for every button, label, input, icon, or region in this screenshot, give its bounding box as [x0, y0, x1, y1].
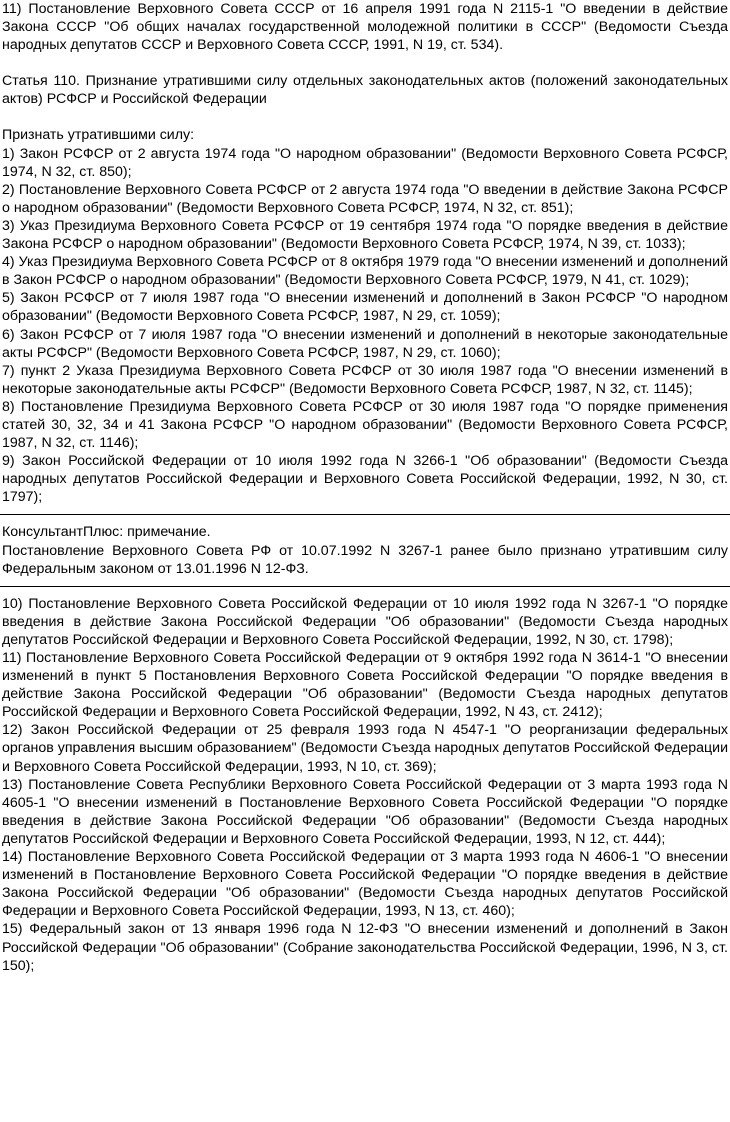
list-item: 4) Указ Президиума Верховного Совета РСФСР от 8 октября 1979 года "О внесении изменений и дополнений в Закон РСФСР о народном образовании" (Ведомости Верховного Совета РСФСР, 1979, N 41, ст. 1029);: [2, 254, 728, 289]
spacer: [2, 54, 728, 72]
repealed-acts-list-part-2: [2, 595, 728, 975]
list-item: 2) Постановление Верховного Совета РСФСР от 2 августа 1974 года "О введении в действие Закона РСФСР о народном образовании" (Ведомости Верховного Совета РСФСР, 1974, N 32, ст. 851);: [2, 181, 728, 216]
list-item: 11) Постановление Верховного Совета Российской Федерации от 9 октября 1992 года N 3614-1 "О внесении изменений в пункт 5 Постановления Верховного Совета Российской Федерации "О порядке введения в действие Закона Российской Федерации "Об образовании" (Ведомости Съезда народных депутатов Российской Федерации и Верховного Совета Российской Федерации, 1992, N 43, ст. 2412);: [2, 650, 728, 721]
note-divider-top: [0, 514, 730, 515]
list-item: 7) пункт 2 Указа Президиума Верховного Совета РСФСР от 30 июля 1987 года "О внесении изменений в некоторые законодательные акты РСФСР" (Ведомости Верховного Совета РСФСР, 1987, N 32, ст. 1145);: [2, 362, 728, 397]
consultant-note: [2, 523, 728, 577]
list-item: 1) Закон РСФСР от 2 августа 1974 года "О народном образовании" (Ведомости Верховного Совета РСФСР, 1974, N 32, ст. 850);: [2, 145, 728, 180]
article-title: Статья 110. Признание утратившими силу отдельных законодательных актов (положений законодательных актов) РСФСР и Российской Федерации: [2, 73, 728, 108]
list-item: 12) Закон Российской Федерации от 25 февраля 1993 года N 4547-1 "О реорганизации федеральных органов управления высшим образованием" (Ведомости Съезда народных депутатов Российской Федерации и Верховного Совета Российской Федерации, 1993, N 10, ст. 369);: [2, 722, 728, 775]
previous-list-item: 11) Постановление Верховного Совета СССР от 16 апреля 1991 года N 2115-1 "О введении в действие Закона СССР "Об общих началах государственной молодежной политики в СССР" (Ведомости Съезда народных депутатов СССР и Верховного Совета СССР, 1991, N 19, ст. 534).: [2, 1, 728, 54]
list-item: 13) Постановление Совета Республики Верховного Совета Российской Федерации от 3 марта 1993 года N 4605-1 "О внесении изменений в Постановление Верховного Совета Российской Федерации "О порядке введения в действие Закона Российской Федерации "Об образовании" (Ведомости Съезда народных депутатов Российской Федерации и Верховного Совета Российской Федерации, 1993, N 12, ст. 444);: [2, 776, 728, 847]
note-divider-bottom: [0, 586, 730, 587]
note-text: Постановление Верховного Совета РФ от 10.07.1992 N 3267-1 ранее было признано утратившим силу Федеральным законом от 13.01.1996 N 12-ФЗ.: [2, 542, 728, 577]
list-item: 15) Федеральный закон от 13 января 1996 года N 12-ФЗ "О внесении изменений и дополнений в Закон Российской Федерации "Об образовании" (Собрание законодательства Российской Федерации, 1996, N 3, ст. 150);: [2, 921, 728, 974]
list-item: 9) Закон Российской Федерации от 10 июля 1992 года N 3266-1 "Об образовании" (Ведомости Съезда народных депутатов Российской Федерации и Верховного Совета Российской Федерации, 1992, N 30, ст. 1797);: [2, 453, 728, 506]
list-item: 10) Постановление Верховного Совета Российской Федерации от 10 июля 1992 года N 3267-1 "О порядке введения в действие Закона Российской Федерации "Об образовании" (Ведомости Съезда народных депутатов Российской Федерации и Верховного Совета Российской Федерации, 1992, N 30, ст. 1798);: [2, 595, 728, 648]
article-intro: Признать утратившими силу:: [2, 127, 195, 144]
spacer: [2, 108, 728, 126]
list-item: 3) Указ Президиума Верховного Совета РСФСР от 19 сентября 1974 года "О порядке введения в действие Закона РСФСР о народном образовании" (Ведомости Верховного Совета РСФСР, 1974, N 39, ст. 1033);: [2, 217, 728, 253]
note-label: КонсультантПлюс: примечание.: [2, 524, 211, 541]
list-item: 6) Закон РСФСР от 7 июля 1987 года "О внесении изменений и дополнений в некоторые законодательные акты РСФСР" (Ведомости Верховного Совета РСФСР, 1987, N 29, ст. 1060);: [2, 326, 728, 361]
list-item: 5) Закон РСФСР от 7 июля 1987 года "О внесении изменений и дополнений в Закон РСФСР "О народном образовании" (Ведомости Верховного Совета РСФСР, 1987, N 29, ст. 1059);: [2, 290, 728, 325]
list-item: 8) Постановление Президиума Верховного Совета РСФСР от 30 июля 1987 года "О порядке применения статей 30, 32, 34 и 41 Закона РСФСР "О народном образовании" (Ведомости Верховного Совета РСФСР, 1987, N 32, ст. 1146);: [2, 398, 728, 452]
repealed-acts-list-part-1: [2, 145, 728, 507]
list-item: 14) Постановление Верховного Совета Российской Федерации от 3 марта 1993 года N 4606-1 "О внесении изменений в Постановление Верховного Совета Российской Федерации "О порядке введения в действие Закона Российской Федерации "Об образовании" (Ведомости Съезда народных депутатов Российской Федерации и Верховного Совета Российской Федерации, 1993, N 13, ст. 460);: [2, 849, 728, 920]
